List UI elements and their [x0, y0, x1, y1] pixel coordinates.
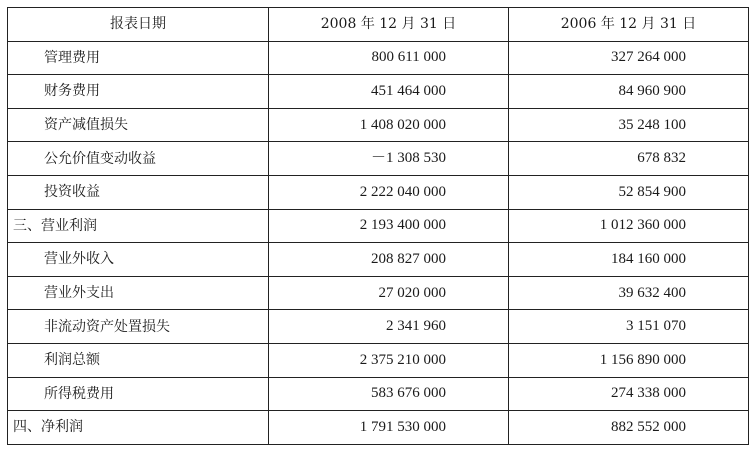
row-label: 财务费用 [8, 75, 269, 109]
value-2006: 1 156 890 000 [509, 343, 749, 377]
income-statement-table-wrapper [7, 7, 749, 445]
value-2006: 274 338 000 [509, 377, 749, 411]
value-2008: 1 791 530 000 [269, 411, 509, 445]
table-row [8, 75, 749, 109]
value-2008: －1 308 530 [269, 142, 509, 176]
value-2008: 2 341 960 [269, 310, 509, 344]
value-2008: 27 020 000 [269, 276, 509, 310]
table-row [8, 243, 749, 277]
header-2006: 2006 年 12 月 31 日 [509, 8, 749, 42]
value-2006: 327 264 000 [509, 41, 749, 75]
value-2008: 800 611 000 [269, 41, 509, 75]
value-2008: 2 222 040 000 [269, 175, 509, 209]
value-2008: 208 827 000 [269, 243, 509, 277]
header-report-date: 报表日期 [8, 8, 269, 42]
table-row [8, 41, 749, 75]
value-2006: 52 854 900 [509, 175, 749, 209]
table-row [8, 343, 749, 377]
row-label: 营业外支出 [8, 276, 269, 310]
value-2006: 3 151 070 [509, 310, 749, 344]
row-label: 资产减值损失 [8, 108, 269, 142]
table-row [8, 377, 749, 411]
row-label: 所得税费用 [8, 377, 269, 411]
header-2008: 2008 年 12 月 31 日 [269, 8, 509, 42]
table-row [8, 411, 749, 445]
value-2008: 583 676 000 [269, 377, 509, 411]
value-2006: 84 960 900 [509, 75, 749, 109]
table-row [8, 310, 749, 344]
value-2006: 882 552 000 [509, 411, 749, 445]
value-2008: 2 375 210 000 [269, 343, 509, 377]
row-label: 公允价值变动收益 [8, 142, 269, 176]
income-statement-table [7, 7, 749, 445]
row-label: 利润总额 [8, 343, 269, 377]
row-label: 管理费用 [8, 41, 269, 75]
value-2008: 1 408 020 000 [269, 108, 509, 142]
table-row [8, 142, 749, 176]
value-2006: 1 012 360 000 [509, 209, 749, 243]
table-row [8, 108, 749, 142]
value-2006: 184 160 000 [509, 243, 749, 277]
row-label: 非流动资产处置损失 [8, 310, 269, 344]
value-2006: 39 632 400 [509, 276, 749, 310]
value-2008: 2 193 400 000 [269, 209, 509, 243]
row-label: 四、净利润 [8, 411, 269, 445]
value-2008: 451 464 000 [269, 75, 509, 109]
table-body [8, 41, 749, 444]
table-row [8, 209, 749, 243]
row-label: 营业外收入 [8, 243, 269, 277]
row-label: 三、营业利润 [8, 209, 269, 243]
table-row [8, 175, 749, 209]
value-2006: 35 248 100 [509, 108, 749, 142]
header-row [8, 8, 749, 42]
value-2006: 678 832 [509, 142, 749, 176]
row-label: 投资收益 [8, 175, 269, 209]
table-row [8, 276, 749, 310]
